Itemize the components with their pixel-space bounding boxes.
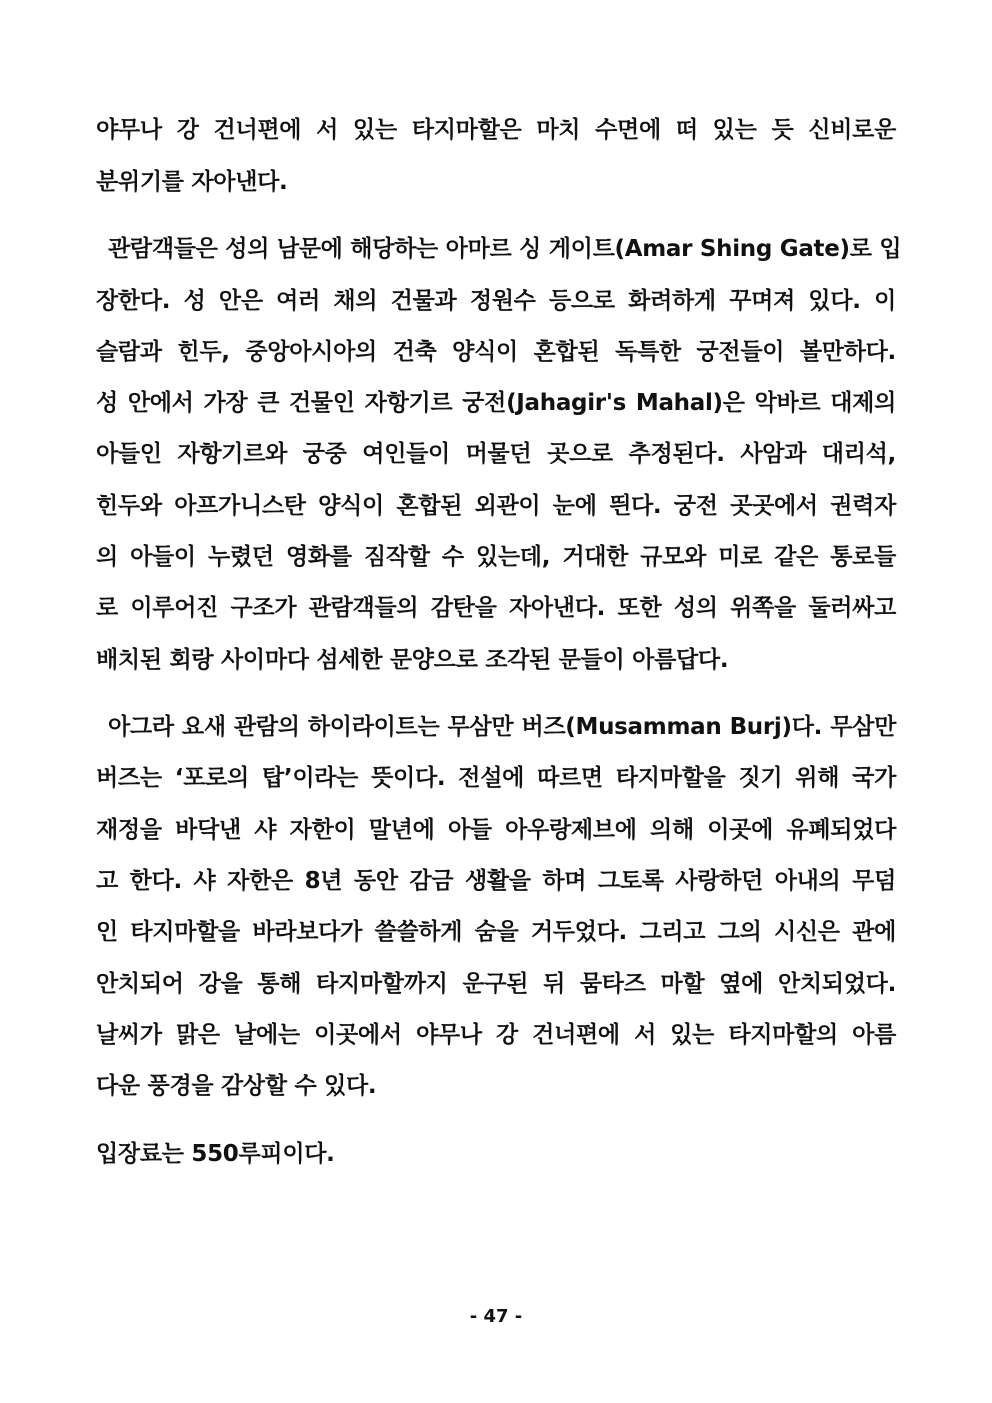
text-line: 다운 풍경을 감상할 수 있다. — [96, 1073, 377, 1099]
text-line: 인 타지마할을 바라보다가 쓸쓸하게 숨을 거두었다. 그리고 그의 시신은 관에 — [96, 919, 896, 945]
text-line: 장한다. 성 안은 여러 채의 건물과 정원수 등으로 화려하게 꾸며져 있다. 이 — [96, 288, 896, 314]
text-line: 성 안에서 가장 큰 건물인 자항기르 궁전(Jahagir's Mahal)은 악바르 대제의 — [96, 390, 896, 416]
text-line: 야무나 강 건너편에 서 있는 타지마할은 마치 수면에 떠 있는 듯 신비로운 — [96, 117, 896, 143]
text-line: 날씨가 맑은 날에는 이곳에서 야무나 강 건너편에 서 있는 타지마할의 아름 — [96, 1022, 896, 1048]
text-line: 의 아들이 누렸던 영화를 짐작할 수 있는데, 거대한 규모와 미로 같은 통로들 — [96, 544, 896, 570]
text-line: 고 한다. 샤 자한은 8년 동안 감금 생활을 하며 그토록 사랑하던 아내의 무덤 — [96, 868, 896, 894]
text-line: 아그라 요새 관람의 하이라이트는 무삼만 버즈(Musamman Burj)다. 무삼만 — [108, 714, 896, 740]
text-line: 관람객들은 성의 남문에 해당하는 아마르 싱 게이트(Amar Shing Gate)로 입 — [108, 236, 902, 262]
text-line: 힌두와 아프가니스탄 양식이 혼합된 외관이 눈에 띈다. 궁전 곳곳에서 권력자 — [96, 493, 896, 519]
text-line: 슬람과 힌두, 중앙아시아의 건축 양식이 혼합된 독특한 궁전들이 볼만하다. — [96, 339, 896, 365]
text-line: 버즈는 ‘포로의 탑’이라는 뜻이다. 전설에 따르면 타지마할을 짓기 위해 국가 — [96, 765, 896, 791]
text-line: 아들인 자항기르와 궁중 여인들이 머물던 곳으로 추정된다. 사암과 대리석, — [96, 441, 896, 467]
text-line: 재정을 바닥낸 샤 자한이 말년에 아들 아우랑제브에 의해 이곳에 유폐되었다 — [96, 817, 896, 843]
text-line: 로 이루어진 구조가 관람객들의 감탄을 자아낸다. 또한 성의 위쪽을 둘러싸고 — [96, 595, 896, 621]
page-number: - 47 - — [469, 1306, 523, 1327]
text-line: 분위기를 자아낸다. — [96, 169, 288, 195]
text-line: 입장료는 550루피이다. — [96, 1141, 335, 1167]
text-line: 안치되어 강을 통해 타지마할까지 운구된 뒤 뭄타즈 마할 옆에 안치되었다. — [96, 971, 897, 997]
text-line: 배치된 회랑 사이마다 섬세한 문양으로 조각된 문들이 아름답다. — [96, 647, 729, 673]
